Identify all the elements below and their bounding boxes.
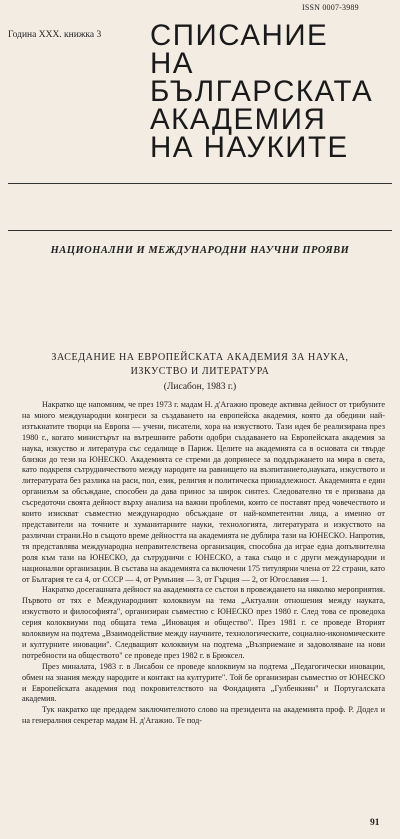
page-number: 91: [370, 818, 380, 828]
header-divider: [8, 183, 392, 184]
issue-label: Година XXX. книжка 3: [8, 30, 102, 40]
issn-number: ISSN 0007-3989: [302, 3, 359, 12]
article-subtitle: (Лисабон, 1983 г.): [163, 382, 237, 392]
paragraph: Накратко досегашната дейност на академията се състои в провеждането на няколко мероприятия. Първото от тях е Международният колоквиум на тема „Актуални отношения между науката, изкуството и философията", организиран съвместно с ЮНЕСКО през 1980 г. След това се проведоха серия колоквиуми под общата тема „Иновация и общество". През 1981 г. се проведе Вторият колоквиум на подтема „Взаимодействие между научните, технологическите, социално-икономическите и културните иновации". Следващият колоквиум на подтема „Възприемане и задоволяване на нови потребности на обществото" се проведе през 1982 г. в Брюксел.: [22, 585, 385, 660]
journal-title-line: НА НАУКИТЕ: [150, 131, 349, 164]
section-divider: [8, 230, 392, 231]
paragraph: През миналата, 1983 г. в Лисабон се проведе колоквиум на подтема „Педагогически иновации, обмен на знания между народите и контакт на културите". Той бе организиран съвместно от ЮНЕСКО и Европейската академия под покровителството на Фондацията „Гулбенкиян" и Португалската академия.: [22, 661, 385, 704]
journal-title-line: НА: [150, 47, 194, 80]
journal-title-line: СПИСАНИЕ: [150, 19, 329, 52]
journal-title: [150, 19, 390, 164]
article-title-line: ИЗКУСТВО И ЛИТЕРАТУРА: [130, 366, 270, 377]
article-title-line: ЗАСЕДАНИЕ НА ЕВРОПЕЙСКАТА АКАДЕМИЯ ЗА НАУКА,: [51, 352, 349, 363]
paragraph: Накратко ще напомним, че през 1973 г. мадам Н. д'Агажио проведе активна дейност от трибуните на много международни конгреси за създаването на европейска академия, която да обедини най-изтъкнатите творци на Европа — учени, писатели, хора на изкуството. Тази идея бе реализирана през 1980 г., когато министърът на вътрешните работи одобри създаването на Европейската академия за наука, изкуство и литература със седалище в Париж. Целите на академията са в основата си твърде близки до тези на ЮНЕСКО. Академията се стреми да допринесе за поддържането на мира в света, като подкрепя сътрудничеството между народите на равнището на възпитанието,науката, изкуството и литературата без разлика на раси, пол, език, религия и политическа принадлежност. Академията е един организъм за обсъждане, способен да дава принос за широк синтез. Следователно тя е призвана да съсредоточи своята дейност върху анализа на важни проблеми, които се поставят пред човечеството и които изискват съвместно международно обсъждане от най-компетентни лица, а именно от представители на точните и хуманитарните науки, технологията, литературата и изкуството на различни страни.Но в същото време дейността на академията не дублира тази на ЮНЕСКО. Напротив, тя представлява международна неправителствена организация, способна да играе една допълнителна роля към тази на ЮНЕСКО, да сътрудничи с ЮНЕСКО, а така също и с други международни и национални организации. В състава на академията са включени 175 титулярни члена от 22 страни, като от България те са 4, от СССР — 4, от Румъния — 3, от Гърция — 2, от Югославия — 1.: [22, 400, 385, 584]
article-title: [20, 351, 380, 379]
section-heading: НАЦИОНАЛНИ И МЕЖДУНАРОДНИ НАУЧНИ ПРОЯВИ: [50, 245, 350, 256]
journal-title-line: АКАДЕМИЯ: [150, 103, 327, 136]
article-body: [22, 400, 385, 727]
journal-title-line: БЪЛГАРСКАТА: [150, 75, 374, 108]
paragraph: Тук накратко ще предадем заключителното слово на президента на академията проф. Р. Додел и на генералния секретар мадам Н. д'Агажио. Те под-: [22, 705, 385, 726]
